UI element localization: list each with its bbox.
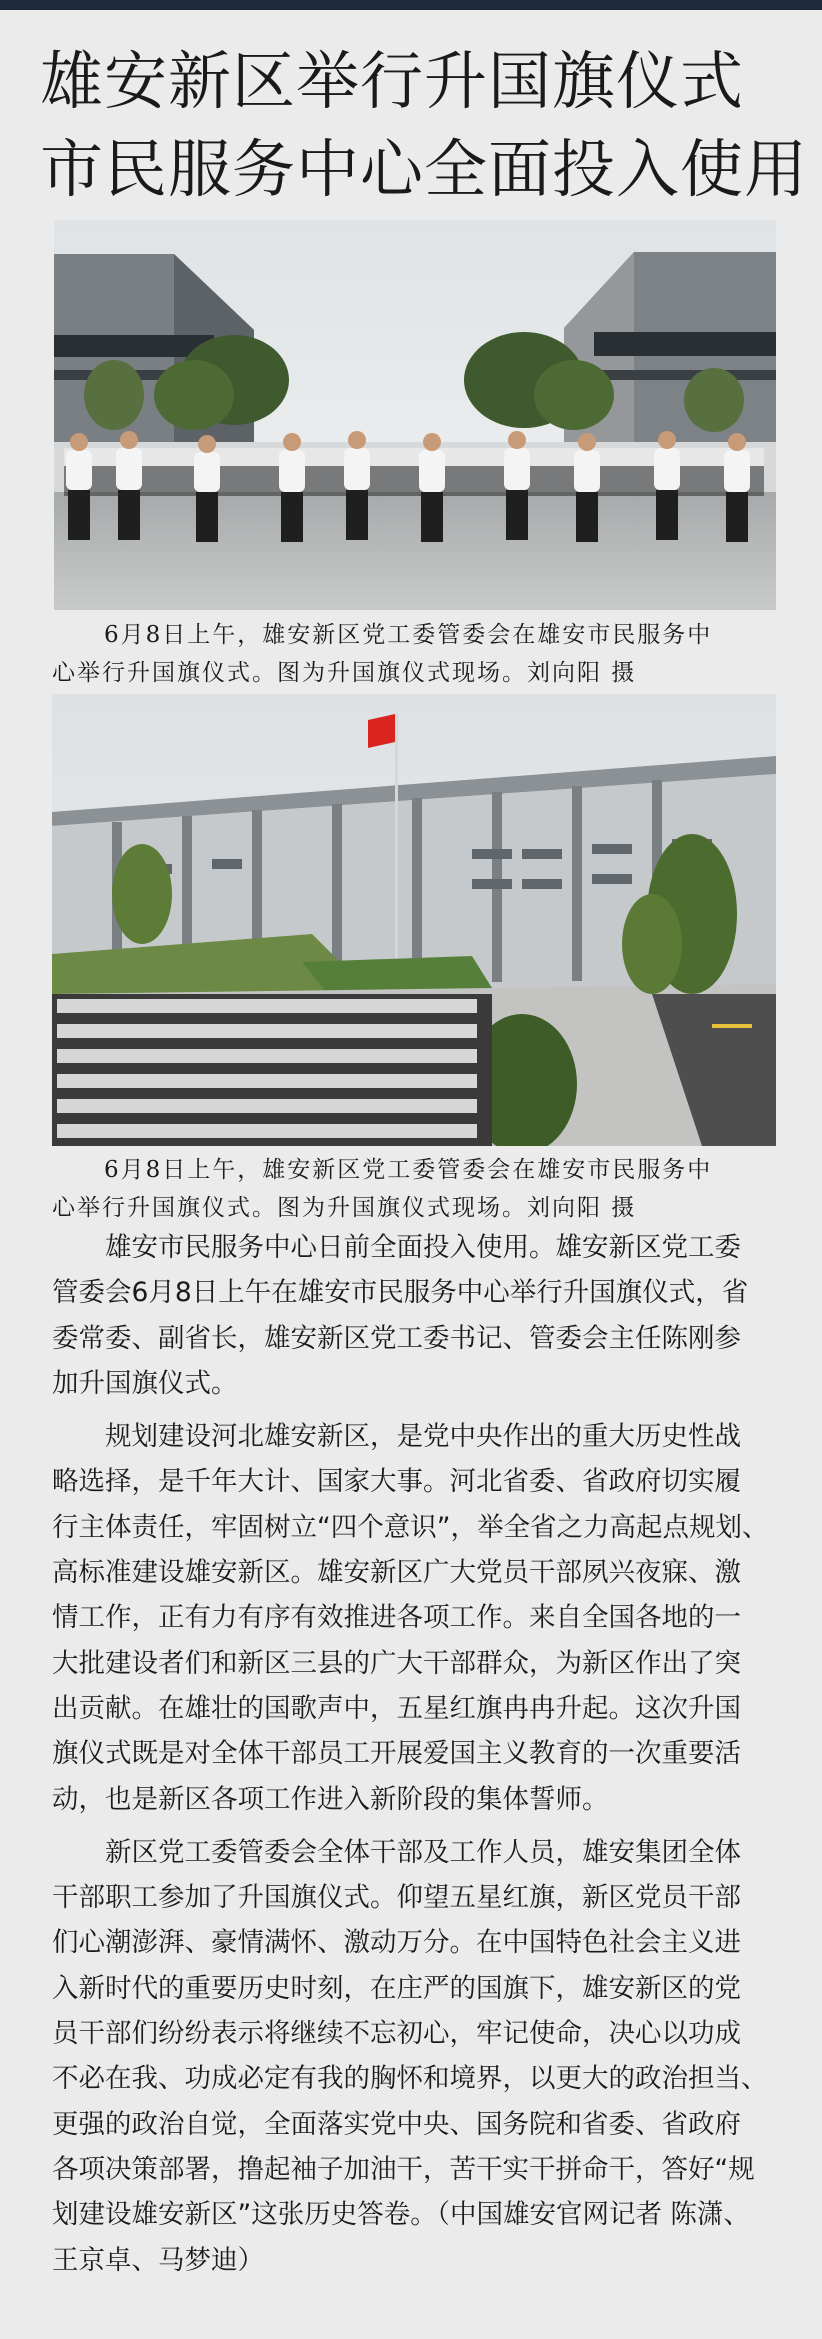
- article-line: 行主体责任，牢固树立“四个意识”，举全省之力高起点规划、: [52, 1511, 769, 1543]
- article-line: 干部职工参加了升国旗仪式。仰望五星红旗，新区党员干部: [52, 1882, 741, 1914]
- caption-line: 心举行升国旗仪式。图为升国旗仪式现场。刘向阳 摄: [52, 1195, 637, 1221]
- article-body: [52, 1225, 780, 2283]
- article-line: 高标准建设雄安新区。雄安新区广大党员干部夙兴夜寐、激: [52, 1557, 741, 1589]
- article-line: 不必在我、功成必定有我的胸怀和境界，以更大的政治担当、: [52, 2063, 768, 2095]
- article-line: 委常委、副省长，雄安新区党工委书记、管委会主任陈刚参: [52, 1322, 741, 1354]
- article-line: 更强的政治自觉，全面落实党中央、国务院和省委、省政府: [52, 2108, 741, 2140]
- article-line: 们心潮澎湃、豪情满怀、激动万分。在中国特色社会主义进: [52, 1927, 741, 1959]
- top-banner-bar: [0, 0, 822, 10]
- photo-flag-ceremony-aerial: [52, 694, 776, 1146]
- article-line: 管委会6月8日上午在雄安市民服务中心举行升国旗仪式，省: [52, 1277, 749, 1309]
- caption-line: 6月8日上午，雄安新区党工委管委会在雄安市民服务中: [104, 1157, 713, 1183]
- article-paragraph: [52, 1225, 780, 1406]
- photo-caption-2: [52, 1151, 782, 1227]
- article-line: 入新时代的重要历史时刻，在庄严的国旗下，雄安新区的党: [52, 1972, 741, 2004]
- headline-line-1: 雄安新区举行升国旗仪式: [40, 45, 744, 118]
- article-line: 划建设雄安新区”这张历史答卷。（中国雄安官网记者 陈潇、: [52, 2199, 750, 2231]
- article-line: 旗仪式既是对全体干部员工开展爱国主义教育的一次重要活: [52, 1738, 741, 1770]
- article-line: 规划建设河北雄安新区，是党中央作出的重大历史性战: [105, 1421, 741, 1453]
- article-line: 新区党工委管委会全体干部及工作人员，雄安集团全体: [105, 1836, 741, 1868]
- article-line: 略选择，是千年大计、国家大事。河北省委、省政府切实履: [52, 1466, 741, 1498]
- photo-flag-ceremony-group: [54, 220, 776, 610]
- photo-caption-1: [52, 616, 782, 692]
- caption-line: 6月8日上午，雄安新区党工委管委会在雄安市民服务中: [104, 622, 713, 648]
- article-line: 大批建设者们和新区三县的广大干部群众，为新区作出了突: [52, 1647, 741, 1679]
- article-line: 雄安市民服务中心日前全面投入使用。雄安新区党工委: [105, 1232, 741, 1263]
- article-line: 动，也是新区各项工作进入新阶段的集体誓师。: [52, 1783, 609, 1815]
- article-line: 各项决策部署，撸起袖子加油干，苦干实干拼命干，答好“规: [52, 2153, 755, 2185]
- article-paragraph: [52, 1414, 780, 1822]
- article-paragraph: [52, 1830, 780, 2283]
- article-line: 王京卓、马梦迪）: [52, 2244, 264, 2276]
- article-line: 出贡献。在雄壮的国歌声中，五星红旗冉冉升起。这次升国: [52, 1692, 741, 1724]
- article-line: 员干部们纷纷表示将继续不忘初心，牢记使命，决心以功成: [52, 2018, 741, 2050]
- article-line: 加升国旗仪式。: [52, 1367, 238, 1399]
- headline-line-2: 市民服务中心全面投入使用: [40, 133, 808, 206]
- caption-line: 心举行升国旗仪式。图为升国旗仪式现场。刘向阳 摄: [52, 660, 637, 686]
- article-line: 情工作，正有力有序有效推进各项工作。来自全国各地的一: [52, 1602, 741, 1634]
